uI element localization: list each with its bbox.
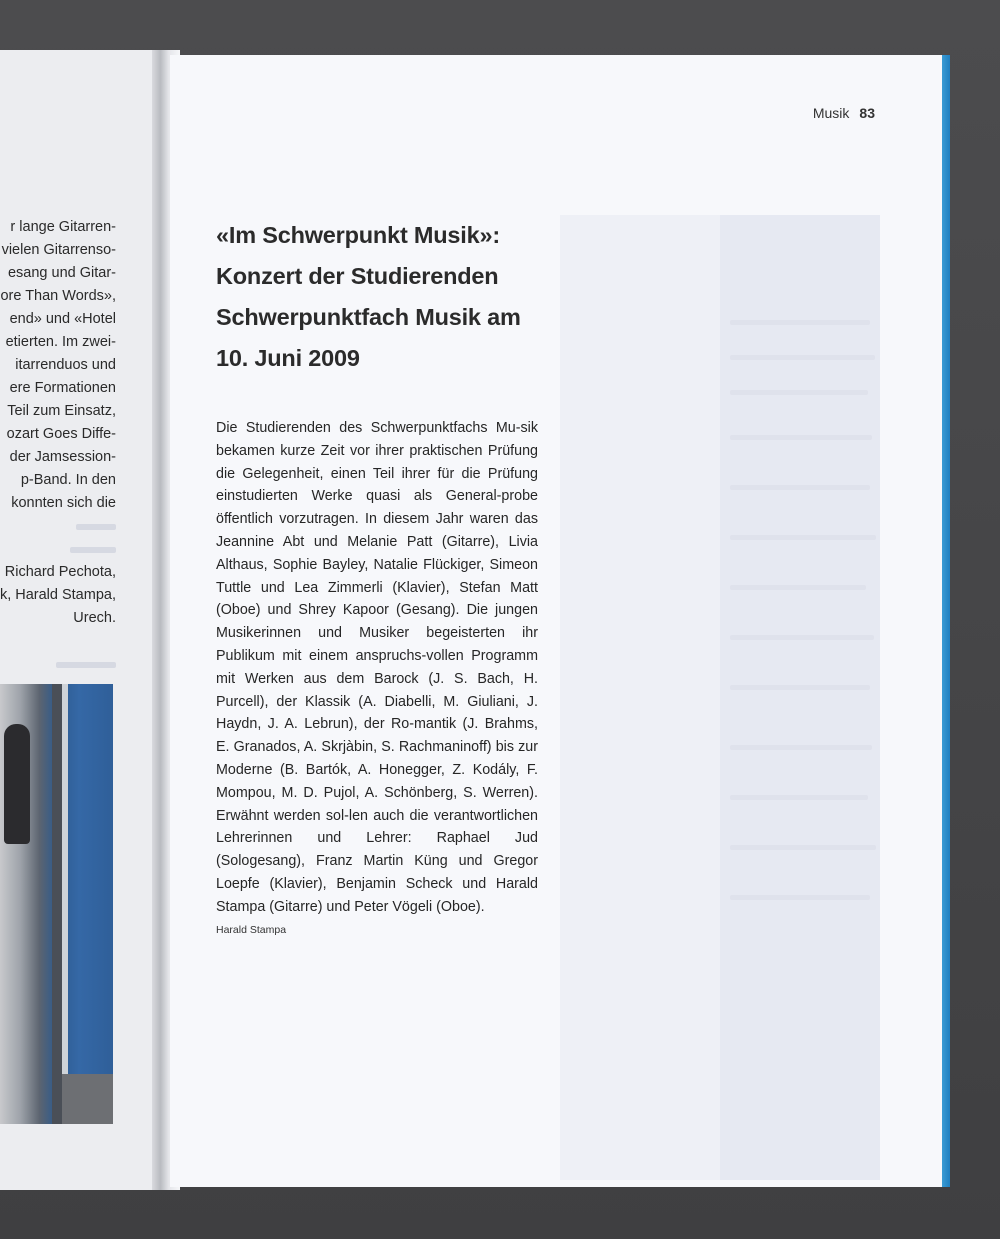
article-author: Harald Stampa	[216, 923, 287, 936]
show-through-line	[730, 485, 870, 490]
left-gap	[0, 515, 116, 561]
show-through-line	[730, 795, 868, 800]
left-line: k, Harald Stampa,	[0, 587, 116, 603]
show-through-line	[730, 355, 875, 360]
left-line: Teil zum Einsatz,	[7, 403, 116, 419]
photo-door-frame	[52, 684, 62, 1124]
left-line: konnten sich die	[11, 495, 116, 511]
ghost-line	[70, 547, 116, 553]
article-body: Die Studierenden des Schwerpunktfachs Mu-sik bekamen kurze Zeit vor ihrer praktischen Prüfung die Gelegenheit, einen Teil ihrer für die Prüfung einstudierten Werke quasi als General-probe öffentlich vorzutragen. In diesem Jahr waren das Jeannine Abt und Melanie Patt (Gitarre), Livia Althaus, Sophie Bayley, Natalie Flückiger, Simeon Tuttle und Lea Zimmerli (Klavier), Stefan Matt (Oboe) und Shrey Kapoor (Gesang). Die jungen Musikerinnen und Musiker begeisterten ihr Publikum mit einem anspruchs-vollen Programm mit Werken aus dem Barock (J. S. Bach, H. Purcell), der Klassik (A. Diabelli, M. Giuliani, J. Haydn, J. A. Lebrun), der Ro-mantik (J. Brahms, E. Granados, A. Skrjàbin, S. Rachmaninoff) bis zur Moderne (B. Bartók, A. Honegger, Z. Kodály, F. Mompou, M. D. Pujol, A. Schönberg, S. Werren). Erwähnt werden sol-len auch die verantwortlichen Lehrerinnen und Lehrer: Raphael Jud (Sologesang), Franz Martin Küng und Gregor Loepfe (Klavier), Benjamin Scheck und Harald Stampa (Gitarre) und Peter Vögeli (Oboe).	[216, 420, 538, 915]
left-line: end» und «Hotel	[9, 311, 116, 327]
show-through-line	[730, 390, 868, 395]
left-line: esang und Gitar-	[7, 265, 116, 281]
left-line: der Jamsession-	[9, 449, 116, 465]
show-through-line	[730, 685, 870, 690]
left-line: vielen Gitarrenso-	[1, 242, 116, 258]
show-through-line	[730, 895, 870, 900]
right-page	[170, 55, 946, 1187]
article-title: «Im Schwerpunkt Musik»: Konzert der Studierenden Schwerpunktfach Musik am 10. Juni 2009	[216, 222, 521, 371]
show-through-line	[730, 435, 872, 440]
photo-floor	[62, 1074, 113, 1124]
show-through-line	[730, 635, 874, 640]
show-through-line	[730, 745, 872, 750]
left-line: ore Than Words»,	[0, 288, 116, 304]
left-line: itarrenduos und	[15, 357, 116, 373]
article	[216, 215, 538, 936]
running-head-section: Musik	[812, 105, 850, 121]
left-page	[0, 50, 162, 1190]
running-head	[790, 105, 875, 121]
left-line: p-Band. In den	[20, 472, 116, 488]
page-edge-accent	[942, 55, 950, 1187]
left-line: ere Formationen	[9, 380, 116, 396]
left-line: ozart Goes Diffe-	[6, 426, 116, 442]
photo-figure	[4, 724, 30, 844]
show-through-line	[730, 845, 876, 850]
photo-door-edge	[62, 684, 68, 1124]
ghost-line	[56, 662, 116, 668]
left-line: Richard Pechota,	[4, 564, 116, 580]
show-through-line	[730, 535, 876, 540]
left-page-text	[0, 216, 116, 630]
left-line: r lange Gitarren-	[10, 219, 116, 235]
ghost-line	[76, 524, 116, 530]
show-through-line	[730, 585, 866, 590]
page-number: 83	[859, 105, 875, 121]
show-through-line	[730, 320, 870, 325]
left-line: Urech.	[73, 610, 116, 626]
left-photo	[0, 684, 113, 1124]
left-line: etierten. Im zwei-	[5, 334, 116, 350]
